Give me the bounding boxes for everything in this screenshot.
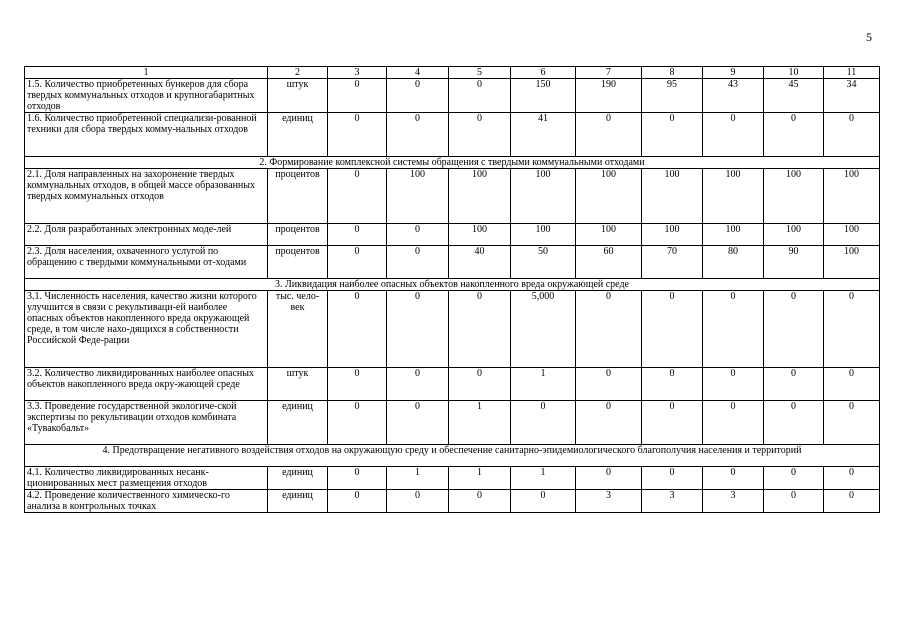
value-cell: 0 [328,368,387,401]
value-cell: 0 [387,79,449,113]
value-cell: 0 [764,467,824,490]
value-cell: 45 [764,79,824,113]
unit-cell: единиц [268,113,328,157]
table-row [25,401,880,445]
unit-cell: процентов [268,169,328,224]
value-cell: 0 [703,368,764,401]
value-cell: 3 [703,490,764,513]
value-cell: 0 [642,113,703,157]
section-row [25,157,880,169]
value-cell: 0 [824,291,880,368]
value-cell: 100 [511,169,576,224]
table-header-row [25,67,880,79]
unit-cell: процентов [268,224,328,246]
value-cell: 0 [328,169,387,224]
table-row [25,467,880,490]
unit-cell: тыс. чело-век [268,291,328,368]
value-cell: 0 [824,467,880,490]
unit-cell: единиц [268,401,328,445]
unit-cell: штук [268,79,328,113]
value-cell: 3 [642,490,703,513]
value-cell: 0 [824,368,880,401]
value-cell: 0 [449,79,511,113]
column-number-2: 2 [268,67,328,79]
value-cell: 100 [764,224,824,246]
section-title: 2. Формирование комплексной системы обращения с твердыми коммунальными отходами [25,157,880,169]
table-row [25,113,880,157]
value-cell: 100 [387,169,449,224]
value-cell: 95 [642,79,703,113]
value-cell: 100 [511,224,576,246]
value-cell: 100 [576,224,642,246]
value-cell: 0 [387,246,449,279]
indicator-name: 2.2. Доля разработанных электронных моде-лей [25,224,268,246]
value-cell: 100 [824,169,880,224]
value-cell: 3 [576,490,642,513]
value-cell: 0 [642,401,703,445]
value-cell: 0 [328,467,387,490]
value-cell: 0 [703,291,764,368]
value-cell: 0 [764,401,824,445]
value-cell: 190 [576,79,642,113]
value-cell: 90 [764,246,824,279]
table-row [25,79,880,113]
value-cell: 0 [328,490,387,513]
unit-cell: единиц [268,467,328,490]
value-cell: 43 [703,79,764,113]
value-cell: 0 [449,490,511,513]
value-cell: 0 [764,368,824,401]
table-row [25,246,880,279]
unit-cell: процентов [268,246,328,279]
value-cell: 34 [824,79,880,113]
indicator-name: 3.1. Численность населения, качество жизни которого улучшится в связи с рекультиваци-ей наиболее опасных объектов накопленного вреда окружающей среде, в том числе нахо-дящихся в собственности Российской Феде-рации [25,291,268,368]
value-cell: 100 [703,169,764,224]
value-cell: 0 [511,401,576,445]
indicator-name: 1.6. Количество приобретенной специализи-рованной техники для сбора твердых комму-нальных отходов [25,113,268,157]
page-number: 5 [866,30,872,44]
value-cell: 0 [824,490,880,513]
value-cell: 100 [642,169,703,224]
value-cell: 0 [824,113,880,157]
value-cell: 41 [511,113,576,157]
table-row [25,224,880,246]
table-row [25,291,880,368]
value-cell: 1 [387,467,449,490]
value-cell: 0 [576,291,642,368]
indicator-name: 1.5. Количество приобретенных бункеров для сбора твердых коммунальных отходов и крупногабаритных отходов [25,79,268,113]
value-cell: 0 [703,467,764,490]
value-cell: 150 [511,79,576,113]
value-cell: 0 [642,467,703,490]
value-cell: 70 [642,246,703,279]
value-cell: 0 [511,490,576,513]
value-cell: 1 [511,467,576,490]
value-cell: 40 [449,246,511,279]
value-cell: 0 [328,291,387,368]
value-cell: 0 [328,401,387,445]
indicator-name: 3.3. Проведение государственной экологиче-ской экспертизы по рекультивации отходов комбината «Тувакобальт» [25,401,268,445]
value-cell: 5,000 [511,291,576,368]
value-cell: 1 [449,467,511,490]
value-cell: 100 [824,224,880,246]
value-cell: 0 [576,467,642,490]
value-cell: 0 [449,291,511,368]
value-cell: 50 [511,246,576,279]
section-title: 3. Ликвидация наиболее опасных объектов накопленного вреда окружающей среде [25,279,880,291]
value-cell: 0 [449,368,511,401]
value-cell: 0 [387,368,449,401]
column-number-4: 4 [387,67,449,79]
value-cell: 0 [824,401,880,445]
value-cell: 0 [764,291,824,368]
column-number-11: 11 [824,67,880,79]
indicator-name: 4.1. Количество ликвидированных несанк-ционированных мест размещения отходов [25,467,268,490]
value-cell: 0 [387,113,449,157]
section-row [25,279,880,291]
indicator-name: 4.2. Проведение количественного химическо-го анализа в контрольных точках [25,490,268,513]
unit-cell: единиц [268,490,328,513]
value-cell: 0 [764,490,824,513]
value-cell: 1 [449,401,511,445]
value-cell: 0 [387,224,449,246]
column-number-5: 5 [449,67,511,79]
value-cell: 0 [764,113,824,157]
value-cell: 0 [328,224,387,246]
unit-cell: штук [268,368,328,401]
column-number-9: 9 [703,67,764,79]
column-number-8: 8 [642,67,703,79]
value-cell: 100 [449,169,511,224]
value-cell: 1 [511,368,576,401]
value-cell: 0 [576,368,642,401]
value-cell: 0 [387,401,449,445]
column-number-6: 6 [511,67,576,79]
value-cell: 100 [642,224,703,246]
value-cell: 100 [449,224,511,246]
value-cell: 0 [703,113,764,157]
indicators-table [24,66,880,513]
value-cell: 60 [576,246,642,279]
value-cell: 100 [824,246,880,279]
value-cell: 80 [703,246,764,279]
indicator-name: 2.1. Доля направленных на захоронение твердых коммунальных отходов, в общей массе образованных твердых коммунальных отходов [25,169,268,224]
section-row [25,445,880,467]
indicator-name: 3.2. Количество ликвидированных наиболее опасных объектов накопленного вреда окру-жающей среде [25,368,268,401]
value-cell: 0 [703,401,764,445]
value-cell: 0 [642,291,703,368]
column-number-3: 3 [328,67,387,79]
indicator-name: 2.3. Доля населения, охваченного услугой по обращению с твердыми коммунальными от-ходами [25,246,268,279]
value-cell: 0 [328,246,387,279]
table-row [25,368,880,401]
value-cell: 0 [642,368,703,401]
value-cell: 0 [387,490,449,513]
value-cell: 0 [328,79,387,113]
value-cell: 0 [387,291,449,368]
value-cell: 0 [449,113,511,157]
table-row [25,490,880,513]
value-cell: 0 [576,113,642,157]
value-cell: 100 [703,224,764,246]
column-number-7: 7 [576,67,642,79]
section-title: 4. Предотвращение негативного воздействия отходов на окружающую среду и обеспечение санитарно-эпидемиологического благополучия населения и территорий [25,445,880,467]
table-row [25,169,880,224]
value-cell: 0 [328,113,387,157]
value-cell: 100 [576,169,642,224]
value-cell: 100 [764,169,824,224]
column-number-1: 1 [25,67,268,79]
column-number-10: 10 [764,67,824,79]
value-cell: 0 [576,401,642,445]
